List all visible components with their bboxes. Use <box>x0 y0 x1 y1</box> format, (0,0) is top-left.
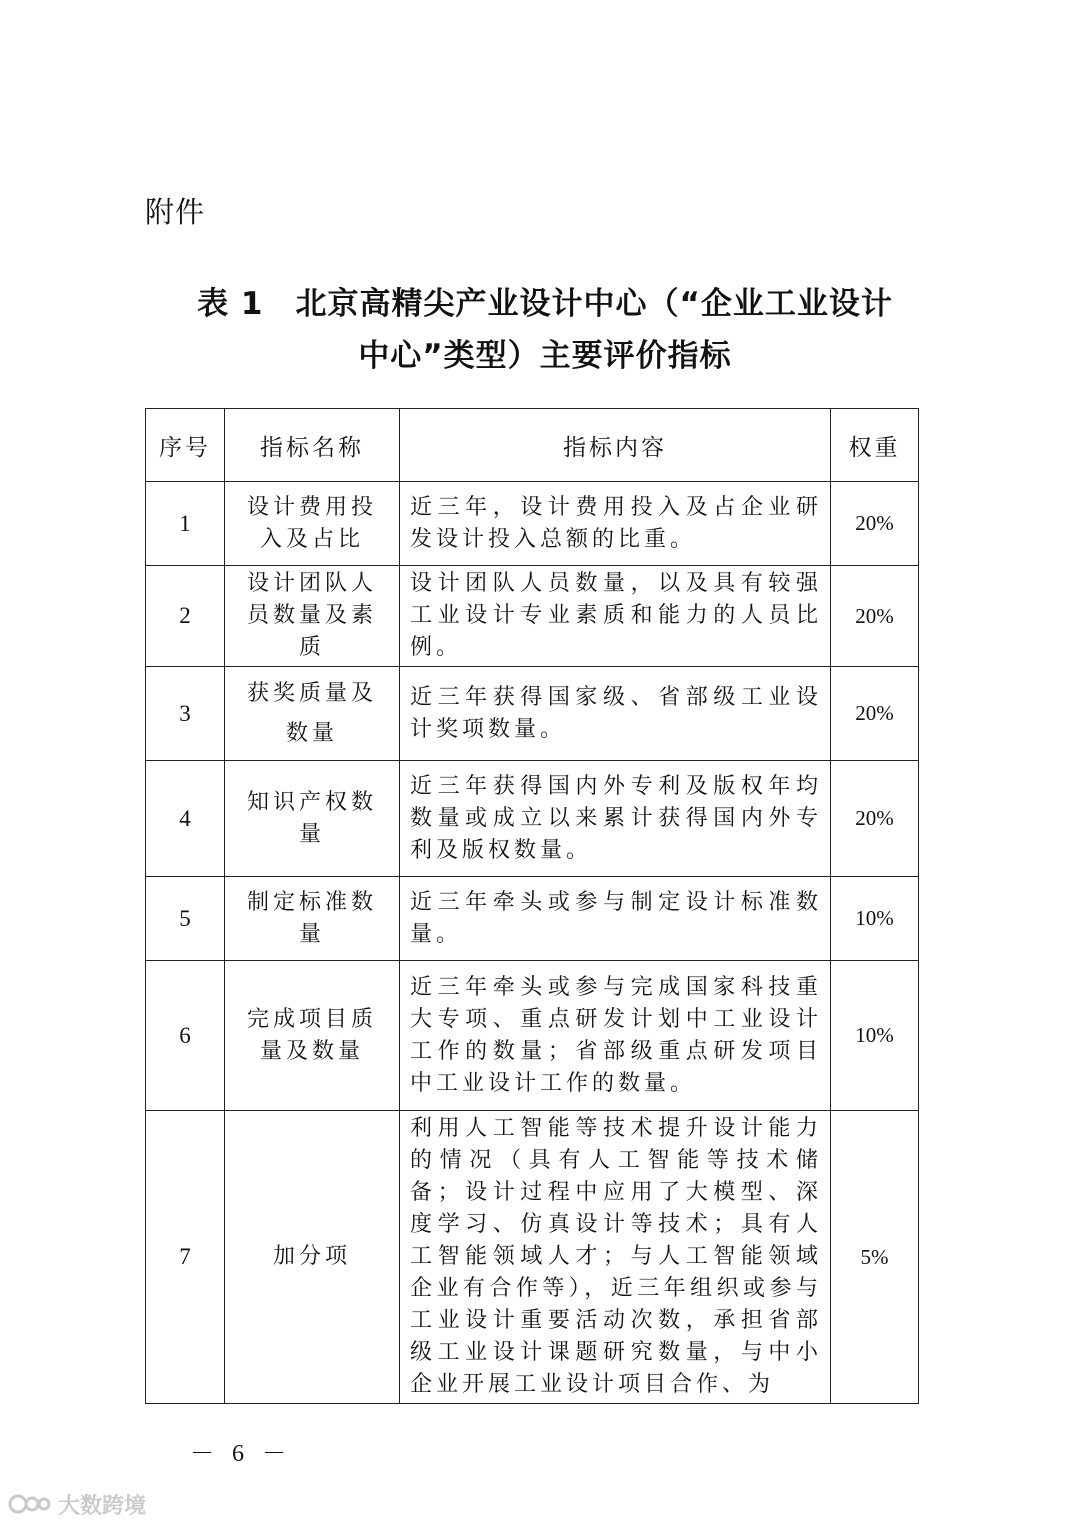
table-row <box>146 877 919 961</box>
row-serial: 7 <box>146 1111 225 1404</box>
row-weight: 10% <box>831 961 919 1111</box>
row-name: 知识产权数量 <box>225 761 400 877</box>
header-index-content: 指标内容 <box>400 409 831 482</box>
table-row <box>146 961 919 1111</box>
row-content: 近三年牵头或参与制定设计标准数量。 <box>400 877 831 961</box>
row-content: 近三年获得国内外专利及版权年均数量或成立以来累计获得国内外专利及版权数量。 <box>400 761 831 877</box>
row-weight: 20% <box>831 566 919 667</box>
document-title-line-1: 表 1 北京高精尖产业设计中心（“企业工业设计 <box>197 286 893 322</box>
row-name: 制定标准数量 <box>225 877 400 961</box>
row-content: 近三年获得国家级、省部级工业设计奖项数量。 <box>400 667 831 761</box>
row-serial: 5 <box>146 877 225 961</box>
row-name: 设计费用投入及占比 <box>225 482 400 566</box>
table-row <box>146 566 919 667</box>
row-weight: 20% <box>831 761 919 877</box>
header-serial-number: 序号 <box>146 409 225 482</box>
row-name: 设计团队人员数量及素质 <box>225 566 400 667</box>
row-serial: 1 <box>146 482 225 566</box>
row-weight: 10% <box>831 877 919 961</box>
table-row <box>146 482 919 566</box>
brand-logo-icon <box>8 1492 52 1516</box>
header-index-name: 指标名称 <box>225 409 400 482</box>
table-header-row <box>146 409 919 482</box>
table-row <box>146 1111 919 1404</box>
row-name: 获奖质量及数量 <box>225 667 400 761</box>
row-weight: 20% <box>831 482 919 566</box>
attachment-label: 附件 <box>145 195 206 229</box>
row-name: 加分项 <box>225 1111 400 1404</box>
row-content: 近三年，设计费用投入及占企业研发设计投入总额的比重。 <box>400 482 831 566</box>
row-weight: 5% <box>831 1111 919 1404</box>
row-name: 完成项目质量及数量 <box>225 961 400 1111</box>
page-number: － 6 － <box>190 1441 292 1467</box>
header-weight: 权重 <box>831 409 919 482</box>
table-row <box>146 667 919 761</box>
row-serial: 6 <box>146 961 225 1111</box>
document-title-line-2: 中心”类型）主要评价指标 <box>358 338 732 374</box>
row-serial: 2 <box>146 566 225 667</box>
row-serial: 4 <box>146 761 225 877</box>
row-content: 近三年牵头或参与完成国家科技重大专项、重点研发计划中工业设计工作的数量；省部级重点研发项目中工业设计工作的数量。 <box>400 961 831 1111</box>
row-weight: 20% <box>831 667 919 761</box>
watermark <box>8 1490 146 1518</box>
row-content: 利用人工智能等技术提升设计能力的情况（具有人工智能等技术储备；设计过程中应用了大模型、深度学习、仿真设计等技术；具有人工智能领域人才；与人工智能领域企业有合作等），近三年组织或参与工业设计重要活动次数，承担省部级工业设计课题研究数量，与中小企业开展工业设计项目合作、为 <box>400 1111 831 1404</box>
table-row <box>146 761 919 877</box>
watermark-text: 大数跨境 <box>58 1493 147 1519</box>
row-serial: 3 <box>146 667 225 761</box>
evaluation-index-table <box>145 408 919 1404</box>
row-content: 设计团队人员数量，以及具有较强工业设计专业素质和能力的人员比例。 <box>400 566 831 667</box>
